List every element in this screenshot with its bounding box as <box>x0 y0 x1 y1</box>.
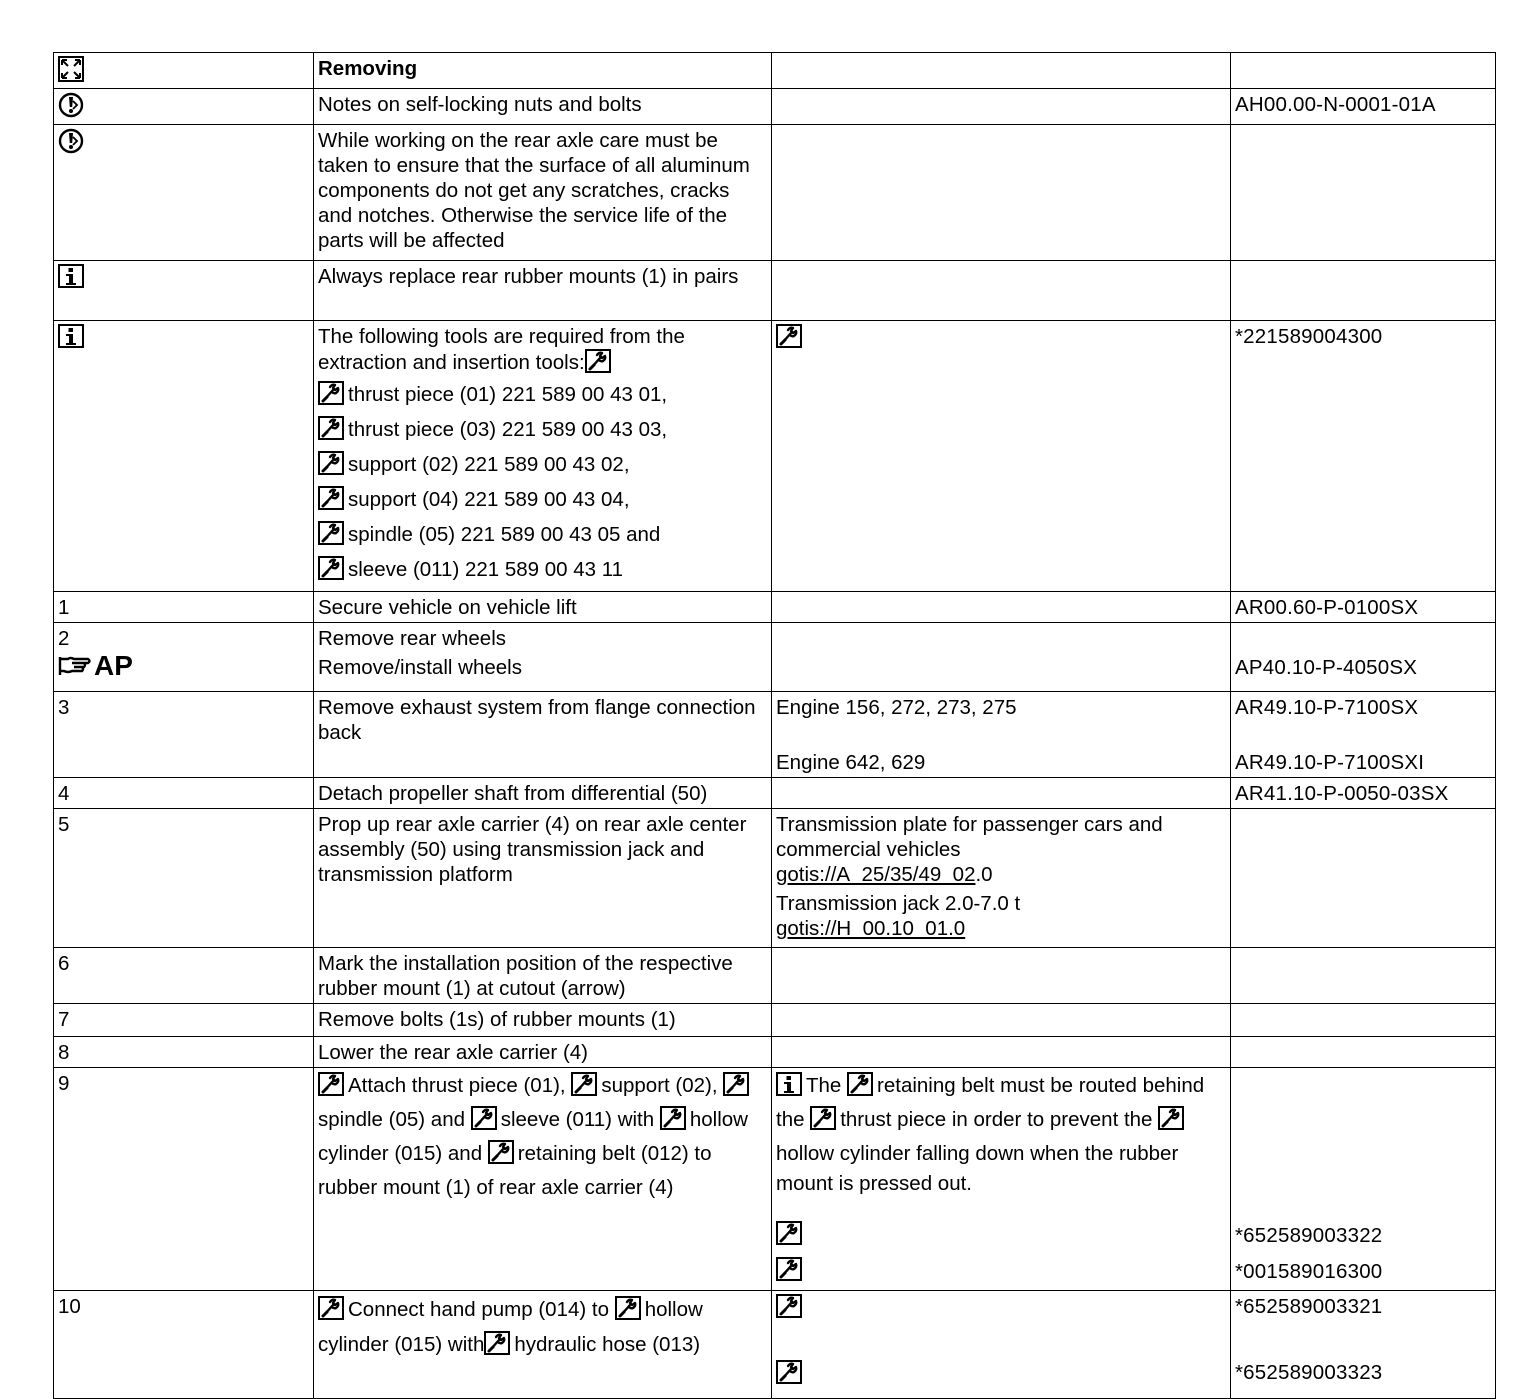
note-cell <box>772 261 1231 321</box>
step-number: 9 <box>54 1068 314 1291</box>
info-icon <box>776 1072 802 1105</box>
instruction-text: Lower the rear axle carrier (4) <box>314 1037 772 1068</box>
ref-cell <box>1231 1037 1496 1068</box>
step-number: 2 <box>58 627 70 650</box>
tool-number-link[interactable]: *221589004300 <box>1231 321 1496 592</box>
table-row <box>54 592 1496 623</box>
info-icon <box>58 324 84 348</box>
expand-icon <box>58 56 84 82</box>
note-cell <box>772 948 1231 1004</box>
special-tool-icon[interactable] <box>776 324 802 354</box>
note-cell <box>772 1004 1231 1037</box>
note-text: The retaining belt must be routed behind the thrust piece in order to prevent the hollow cylinder falling down when the rubber mount is pressed out. <box>776 1074 1205 1195</box>
table-row <box>54 53 1496 89</box>
instruction-text: Prop up rear axle carrier (4) on rear axle center assembly (50) using transmission jack and transmission platform <box>314 809 772 948</box>
pointing-hand-icon <box>58 655 92 677</box>
special-tool-icon[interactable] <box>318 486 344 519</box>
special-tool-icon[interactable] <box>776 1360 802 1390</box>
step-number: 10 <box>54 1291 314 1399</box>
special-tool-icon[interactable] <box>776 1221 802 1251</box>
table-row <box>54 1068 1496 1291</box>
ref-cell <box>1231 261 1496 321</box>
instruction-text: Notes on self-locking nuts and bolts <box>314 89 772 125</box>
special-tool-icon[interactable] <box>847 1072 873 1105</box>
step-cell <box>54 53 314 89</box>
special-tool-icon[interactable] <box>585 349 611 379</box>
table-row <box>54 623 1496 692</box>
tool-item: thrust piece (01) 221 589 00 43 01, <box>318 379 767 414</box>
note-cell <box>772 692 1231 778</box>
procedure-table <box>53 52 1496 1399</box>
note-cell <box>772 778 1231 809</box>
step-number: 4 <box>54 778 314 809</box>
instruction-text: Attach thrust piece (01), support (02), spindle (05) and sleeve (011) with hollow cylinder (015) and retaining belt (012) to rubber mount (1) of rear axle carrier (4) <box>314 1068 772 1291</box>
special-tool-icon[interactable] <box>776 1294 802 1324</box>
table-row <box>54 1037 1496 1068</box>
instruction-text: Remove rear wheels Remove/install wheels <box>314 623 772 692</box>
tool-number-link[interactable]: *652589003321 <box>1235 1295 1383 1318</box>
ref-cell <box>1231 1004 1496 1037</box>
tool-item: support (02) 221 589 00 43 02, <box>318 449 767 484</box>
instruction-text: While working on the rear axle care must be taken to ensure that the surface of all aluminum components do not get any scratches, cracks and notches. Otherwise the service life of the parts will be affected <box>314 125 772 261</box>
document-reference-link[interactable]: AR41.10-P-0050-03SX <box>1231 778 1496 809</box>
table-row <box>54 809 1496 948</box>
tools-intro: The following tools are required from the extraction and insertion tools: <box>318 325 685 374</box>
special-tool-icon[interactable] <box>810 1106 836 1139</box>
equipment-link[interactable]: gotis://H_00.10_01.0 <box>776 917 966 940</box>
step-cell <box>54 89 314 125</box>
step-number: 5 <box>54 809 314 948</box>
section-title: Removing <box>314 53 772 89</box>
note-text: Engine 642, 629 <box>776 751 926 774</box>
tool-item: thrust piece (03) 221 589 00 43 03, <box>318 414 767 449</box>
table-row <box>54 261 1496 321</box>
tool-number-link[interactable]: *001589016300 <box>1235 1260 1383 1283</box>
instruction-text: Mark the installation position of the respective rubber mount (1) at cutout (arrow) <box>314 948 772 1004</box>
table-row <box>54 692 1496 778</box>
ref-cell <box>1231 948 1496 1004</box>
step-cell <box>54 125 314 261</box>
special-tool-icon[interactable] <box>571 1072 597 1105</box>
tool-item: spindle (05) 221 589 00 43 05 and <box>318 519 767 554</box>
note-cell <box>772 1037 1231 1068</box>
special-tool-icon[interactable] <box>318 416 344 449</box>
ref-cell <box>1231 125 1496 261</box>
note-cell <box>772 592 1231 623</box>
special-tool-icon[interactable] <box>318 1296 344 1329</box>
ref-cell <box>1231 692 1496 778</box>
special-tool-icon[interactable] <box>484 1331 510 1364</box>
caution-icon <box>58 128 84 154</box>
instruction-text: Remove exhaust system from flange connection back <box>314 692 772 778</box>
tool-number-link[interactable]: *652589003323 <box>1235 1361 1383 1384</box>
special-tool-icon[interactable] <box>318 451 344 484</box>
equipment-link[interactable]: gotis://A_25/35/49_02.0 <box>776 863 993 886</box>
special-tool-icon[interactable] <box>318 556 344 589</box>
step-number: 7 <box>54 1004 314 1037</box>
special-tool-icon[interactable] <box>660 1106 686 1139</box>
step-number: 8 <box>54 1037 314 1068</box>
tool-number-link[interactable]: *652589003322 <box>1235 1224 1383 1247</box>
table-row <box>54 1004 1496 1037</box>
document-reference-link[interactable]: AH00.00-N-0001-01A <box>1231 89 1496 125</box>
tool-item: support (04) 221 589 00 43 04, <box>318 484 767 519</box>
special-tool-icon[interactable] <box>615 1296 641 1329</box>
note-cell <box>772 53 1231 89</box>
ref-cell <box>1231 809 1496 948</box>
step-number: 6 <box>54 948 314 1004</box>
note-text: Engine 156, 272, 273, 275 <box>776 696 1017 719</box>
instruction-text: Connect hand pump (014) to hollow cylinder (015) with hydraulic hose (013) <box>314 1291 772 1399</box>
table-row <box>54 1291 1496 1399</box>
document-reference-link[interactable]: AR49.10-P-7100SXI <box>1235 751 1425 774</box>
table-row <box>54 89 1496 125</box>
special-tool-icon[interactable] <box>318 521 344 554</box>
caution-icon <box>58 92 84 118</box>
step-number: 1 <box>54 592 314 623</box>
table-row <box>54 125 1496 261</box>
special-tool-icon[interactable] <box>488 1140 514 1173</box>
instruction-text: Detach propeller shaft from differential (50) <box>314 778 772 809</box>
instruction-text: Remove bolts (1s) of rubber mounts (1) <box>314 1004 772 1037</box>
step-cell <box>54 261 314 321</box>
ref-cell <box>1231 53 1496 89</box>
note-cell <box>772 1068 1231 1291</box>
document-reference-link[interactable]: AR49.10-P-7100SX <box>1235 696 1419 719</box>
step-cell <box>54 623 314 692</box>
note-text: Transmission jack 2.0-7.0 t <box>776 892 1021 915</box>
note-text: Transmission plate for passenger cars and commercial vehicles <box>776 813 1163 861</box>
table-row <box>54 321 1496 592</box>
info-icon <box>58 264 84 288</box>
ref-cell <box>1231 1068 1496 1291</box>
instruction-text <box>314 321 772 592</box>
document-reference-link[interactable]: AR00.60-P-0100SX <box>1231 592 1496 623</box>
document-reference-link[interactable]: AP40.10-P-4050SX <box>1235 656 1418 679</box>
note-cell <box>772 89 1231 125</box>
instruction-text: Secure vehicle on vehicle lift <box>314 592 772 623</box>
note-cell <box>772 623 1231 692</box>
step-cell <box>54 321 314 592</box>
instruction-text: Always replace rear rubber mounts (1) in pairs <box>314 261 772 321</box>
tool-item: sleeve (011) 221 589 00 43 11 <box>318 554 767 589</box>
ref-cell <box>1231 1291 1496 1399</box>
special-tool-icon[interactable] <box>318 1072 344 1105</box>
special-tool-icon[interactable] <box>471 1106 497 1139</box>
special-tool-icon[interactable] <box>318 381 344 414</box>
ap-description: Remove/install wheels <box>318 656 522 679</box>
note-cell <box>772 809 1231 948</box>
note-cell <box>772 1291 1231 1399</box>
note-cell <box>772 125 1231 261</box>
special-tool-icon[interactable] <box>723 1072 749 1105</box>
step-number: 3 <box>54 692 314 778</box>
table-row <box>54 948 1496 1004</box>
ref-cell <box>1231 623 1496 692</box>
table-row <box>54 778 1496 809</box>
note-cell <box>772 321 1231 592</box>
special-tool-icon[interactable] <box>1158 1106 1184 1139</box>
ap-reference[interactable]: AP <box>58 651 133 681</box>
special-tool-icon[interactable] <box>776 1257 802 1287</box>
